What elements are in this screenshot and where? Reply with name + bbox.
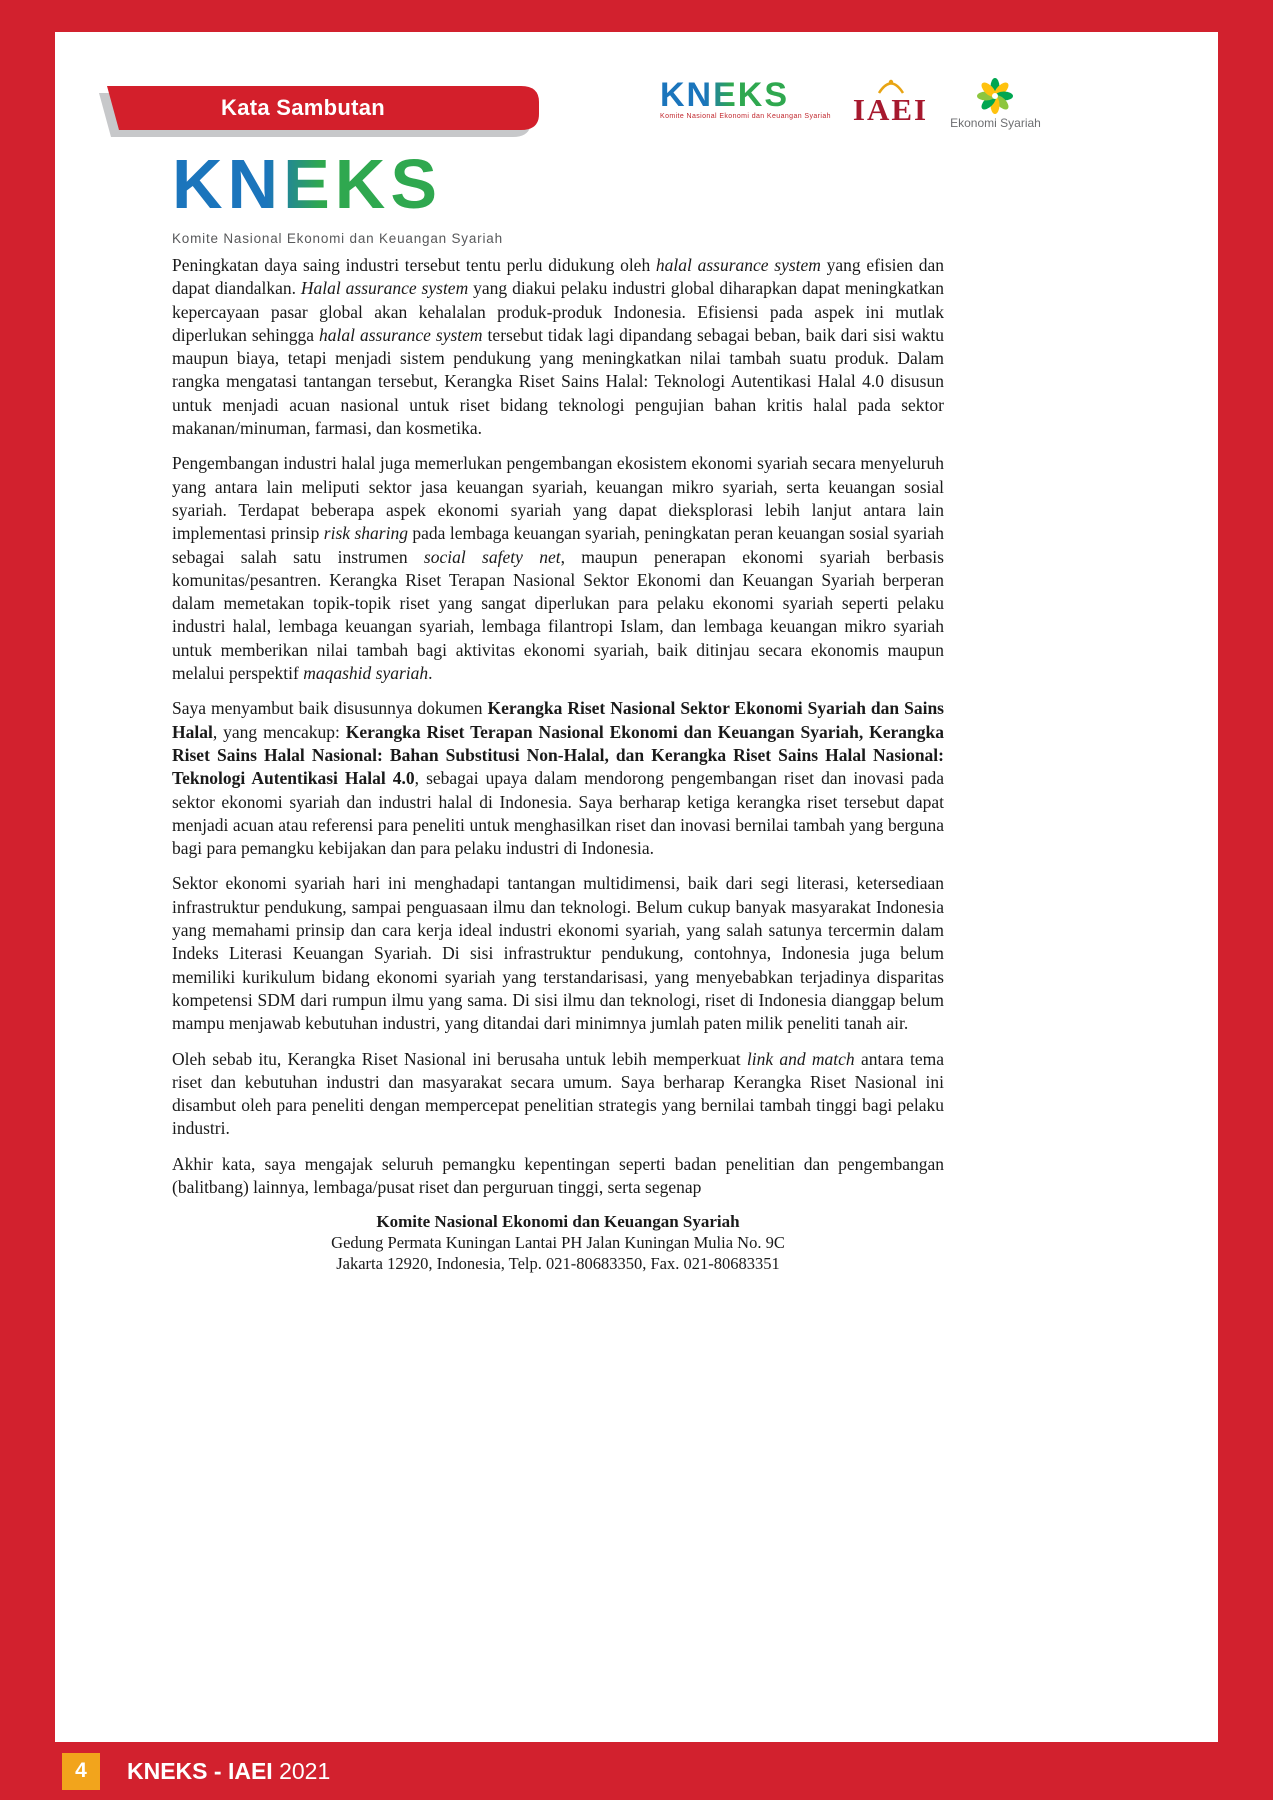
text-run: link and match (746, 1048, 855, 1069)
text-run: , maupun penerapan ekonomi syariah berbasis komunitas/pesantren. Kerangka Riset Terapan Nasional Sektor Ekonomi dan Keuangan Syariah berperan dalam memetakan topik-topik riset yang sangat diperlukan para pelaku ekonomi syariah seperti pelaku industri halal, lembaga keuangan syariah, lembaga filantropi Islam, dan lembaga keuangan mikro syariah untuk memberikan nilai tambah bagi aktivitas ekonomi syariah, baik ditinjau secara ekonomis maupun melalui perspektif (172, 546, 944, 684)
text-run: maqashid syariah (303, 663, 429, 684)
iaei-logo-text: IAEI (852, 92, 929, 127)
paragraph (172, 254, 944, 440)
section-ribbon (93, 84, 563, 146)
footer-city-phone: Jakarta 12920, Indonesia, Telp. 021-80683350, Fax. 021-80683351 (336, 1254, 780, 1274)
text-run: Kerangka Riset Terapan Nasional Ekonomi dan Keuangan Syariah, Kerangka Riset Sains Halal Nasional: Bahan Substitusi Non-Halal, dan Kerangka Riset Sains Halal Nasional: Teknologi Autentikasi Halal 4.0 (172, 721, 945, 789)
paragraph (172, 1153, 944, 1200)
footer-contact-block (172, 1211, 944, 1274)
footer-address: Gedung Permata Kuningan Lantai PH Jalan Kuningan Mulia No. 9C (331, 1233, 785, 1253)
kneks-logo-small-tagline: Komite Nasional Ekonomi dan Keuangan Syariah (660, 113, 831, 120)
body-paragraphs (172, 254, 944, 1199)
ekonomi-syariah-logo (950, 78, 1041, 130)
text-run: tersebut tidak lagi dipandang sebagai beban, baik dari sisi waktu maupun biaya, tetapi menjadi sistem pendukung yang meningkatkan nilai tambah suatu produk. Dalam rangka mengatasi tantangan tersebut, Kerangka Riset Sains Halal: Teknologi Autentikasi Halal 4.0 disusun untuk menjadi acuan nasional untuk riset bidang teknologi pengujian bahan kritis halal pada sektor makanan/minuman, farmasi, dan kosmetika. (172, 324, 944, 439)
page-number-box (62, 1753, 100, 1790)
svg-text:KNEKS: KNEKS (660, 76, 790, 112)
footer-org-name: Komite Nasional Ekonomi dan Keuangan Syariah (376, 1212, 740, 1232)
page-number: 4 (75, 1759, 87, 1782)
paragraph (172, 1048, 944, 1141)
section-title: Kata Sambutan (221, 95, 386, 120)
text-run: . (428, 663, 433, 684)
text-run: Oleh sebab itu, Kerangka Riset Nasional ini berusaha untuk lebih memperkuat (172, 1048, 747, 1069)
kneks-logo-small (660, 76, 831, 120)
kneks-logo-large-tagline: Komite Nasional Ekonomi dan Keuangan Syariah (172, 231, 503, 246)
text-run: , yang mencakup: (212, 721, 346, 742)
kneks-logo-large-icon (172, 144, 502, 222)
text-run: yang diakui pelaku industri global diharapkan dapat meningkatkan kepercayaan pasar global akan kehalalan produk-produk Indonesia. Efisiensi pada aspek ini mutlak diperlukan sehingga (172, 278, 944, 345)
text-run: Halal assurance system (300, 278, 469, 299)
text-run: Peningkatan daya saing industri tersebut tentu perlu didukung oleh (172, 255, 656, 275)
text-run: antara tema riset dan kebutuhan industri dan masyarakat secara umum. Saya berharap Kerangka Riset Nasional ini disambut oleh para peneliti dengan mempercepat penelitian strategis yang bernilai tambah tinggi bagi pelaku industri. (172, 1048, 944, 1139)
text-run: Saya menyambut baik disusunnya dokumen (172, 698, 488, 719)
svg-text:KNEKS: KNEKS (172, 145, 443, 222)
bottom-bar-label-org: KNEKS - IAEI (127, 1757, 273, 1784)
text-run: Akhir kata, saya mengajak seluruh pemangku kepentingan seperti badan penelitian dan pengembangan (balitbang) lainnya, lembaga/pusat riset dan perguruan tinggi, serta segenap (172, 1153, 944, 1197)
text-run: social safety net (423, 546, 561, 567)
bottom-page-bar (0, 1742, 1273, 1800)
text-run: pada lembaga keuangan syariah, peningkatan peran keuangan sosial syariah sebagai salah satu instrumen (172, 523, 944, 567)
text-run: , sebagai upaya dalam mendorong pengembangan riset dan inovasi pada sektor ekonomi syariah dan industri halal di Indonesia. Saya berharap ketiga kerangka riset tersebut dapat menjadi acuan atau referensi para peneliti untuk menghasilkan riset dan inovasi bernilai tambah yang berguna bagi para pemangku kebijakan dan para pelaku industri di Indonesia. (172, 768, 945, 859)
text-run: yang efisien dan dapat diandalkan. (172, 255, 944, 299)
paragraph (172, 872, 944, 1035)
ekonomi-syariah-flower-icon (977, 78, 1013, 114)
document-sheet (55, 32, 1218, 1742)
text-run: halal assurance system (655, 255, 821, 275)
iaei-logo (853, 78, 928, 125)
text-run: Kerangka Riset Nasional Sektor Ekonomi Syariah dan Sains Halal (172, 698, 944, 742)
text-run: Pengembangan industri halal juga memerlukan pengembangan ekosistem ekonomi syariah secara menyeluruh yang antara lain meliputi sektor jasa keuangan syariah, keuangan mikro syariah, serta keuangan sosial syariah. Terdapat beberapa aspek ekonomi syariah yang dapat dieksplorasi lebih lanjut antara lain implementasi prinsip (172, 453, 944, 544)
body-content (172, 254, 944, 1274)
ekonomi-syariah-logo-text: Ekonomi Syariah (950, 116, 1041, 130)
text-run: halal assurance system (319, 324, 483, 345)
text-run: Sektor ekonomi syariah hari ini menghadapi tantangan multidimensi, baik dari segi literasi, ketersediaan infrastruktur pendukung, sampai penguasaan ilmu dan teknologi. Belum cukup banyak masyarakat Indonesia yang memahami prinsip dan cara kerja ideal industri ekonomi syariah, yang salah satunya tercermin dalam Indeks Literasi Keuangan Syariah. Di sisi infrastruktur pendukung, contohnya, Indonesia juga belum memiliki kurikulum bidang ekonomi syariah yang terstandarisasi, yang menyebabkan terjadinya disparitas kompetensi SDM dari rumpun ilmu yang sama. Di sisi ilmu dan teknologi, riset di Indonesia dianggap belum mampu menjawab kebutuhan industri, yang ditandai dari minimnya jumlah paten milik peneliti tanah air. (172, 873, 944, 1034)
paragraph (172, 697, 944, 860)
bottom-bar-label (127, 1758, 330, 1785)
kneks-logo-large (172, 144, 503, 246)
bottom-bar-label-year: 2021 (279, 1757, 331, 1784)
kneks-logo-small-icon (660, 76, 820, 112)
text-run: risk sharing (323, 523, 408, 544)
paragraph (172, 452, 944, 685)
header-logos (660, 76, 1041, 130)
